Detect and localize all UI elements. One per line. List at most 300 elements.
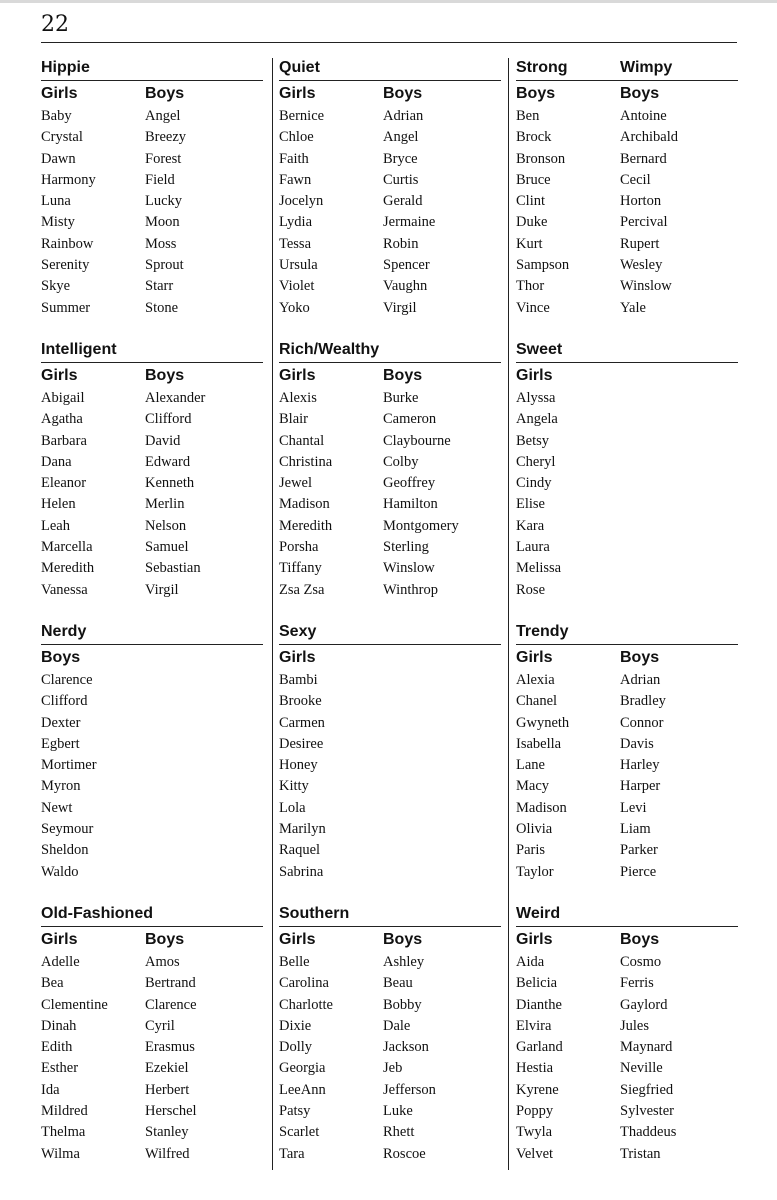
name-item: Lane <box>516 757 545 774</box>
section-title: Sweet <box>516 341 563 358</box>
name-item: Clifford <box>145 411 192 428</box>
name-item: Scarlet <box>279 1124 320 1141</box>
name-list <box>516 106 569 319</box>
name-item: Carmen <box>279 714 325 731</box>
name-item: Alexander <box>145 390 206 406</box>
column-heading: Girls <box>279 85 316 102</box>
name-item: Nelson <box>145 517 187 534</box>
name-item: Kenneth <box>145 475 195 492</box>
name-item: Montgomery <box>383 517 459 534</box>
name-item: Cheryl <box>516 453 556 470</box>
boys-name-column <box>383 366 459 601</box>
name-item: Lola <box>279 799 306 816</box>
name-item: Meredith <box>279 517 333 534</box>
name-item: Levi <box>620 799 647 816</box>
boys-name-column <box>383 930 436 1165</box>
name-item: Alexia <box>516 672 555 688</box>
column-heading: Girls <box>41 85 78 102</box>
name-item: Lydia <box>279 214 313 231</box>
name-item: Twyla <box>516 1124 553 1141</box>
name-item: Chantal <box>279 432 325 449</box>
name-item: Waldo <box>41 863 79 880</box>
girls-name-column <box>516 648 569 883</box>
name-item: Sterling <box>383 539 429 556</box>
girls-name-column <box>279 84 324 319</box>
name-item: Tara <box>279 1145 305 1162</box>
name-item: Sampson <box>516 257 570 274</box>
section-rule <box>279 362 501 363</box>
name-item: Colby <box>383 453 419 470</box>
name-list <box>41 388 94 601</box>
name-item: Rainbow <box>41 235 94 252</box>
name-item: Lucky <box>145 193 183 210</box>
name-item: Merlin <box>145 496 185 513</box>
name-item: Edward <box>145 453 191 470</box>
name-item: Horton <box>620 193 662 210</box>
name-item: Violet <box>279 278 315 295</box>
name-item: Tessa <box>279 235 312 252</box>
name-item: Thaddeus <box>620 1124 677 1141</box>
boys-name-column <box>620 930 676 1165</box>
name-item: Cecil <box>620 171 651 188</box>
boys-name-column <box>516 84 569 319</box>
name-item: Percival <box>620 214 668 231</box>
name-item: Ursula <box>279 257 318 274</box>
section-rule <box>516 80 738 81</box>
name-list <box>279 106 324 319</box>
name-item: Clarence <box>41 672 93 688</box>
name-item: Gaylord <box>620 996 668 1013</box>
name-item: Virgil <box>145 581 179 598</box>
girls-name-column <box>279 930 333 1165</box>
name-item: Ferris <box>620 975 654 992</box>
name-item: Kurt <box>516 235 543 252</box>
name-item: Elise <box>516 496 545 513</box>
section-title: Quiet <box>279 59 320 76</box>
column-heading: Boys <box>145 85 185 102</box>
name-item: Dale <box>383 1017 411 1034</box>
name-item: Pierce <box>620 863 657 880</box>
column-heading: Girls <box>516 367 553 384</box>
section-title: Hippie <box>41 59 90 76</box>
name-item: Hestia <box>516 1060 554 1077</box>
section-rule <box>41 80 263 81</box>
boys-name-column <box>145 930 197 1165</box>
name-item: Field <box>145 171 175 188</box>
name-item: Herschel <box>145 1103 197 1120</box>
section-title: Nerdy <box>41 623 87 640</box>
name-item: Betsy <box>516 432 550 449</box>
name-item: Samuel <box>145 539 189 556</box>
name-item: Alyssa <box>516 390 556 406</box>
name-item: Velvet <box>516 1145 554 1162</box>
name-list <box>516 388 561 601</box>
name-item: Seymour <box>41 821 94 838</box>
name-list <box>41 670 97 883</box>
name-item: Isabella <box>516 735 562 752</box>
name-list <box>620 670 666 883</box>
section-title: Sexy <box>279 623 317 640</box>
section-rule <box>41 644 263 645</box>
name-item: Jewel <box>279 475 313 492</box>
name-item: Clarence <box>145 996 197 1013</box>
name-item: Melissa <box>516 560 562 577</box>
name-item: Moss <box>145 235 177 252</box>
name-item: Fawn <box>279 171 312 188</box>
column-heading: Boys <box>383 85 423 102</box>
boys-name-column <box>145 366 205 601</box>
column-heading: Boys <box>383 367 423 384</box>
name-item: Helen <box>41 496 76 513</box>
name-item: Burke <box>383 390 419 406</box>
name-item: Christina <box>279 453 333 470</box>
name-item: Cyril <box>145 1017 175 1034</box>
name-item: Mortimer <box>41 757 97 774</box>
section-rule <box>279 926 501 927</box>
name-item: Kitty <box>279 778 309 795</box>
column-heading: Girls <box>41 931 78 948</box>
name-item: Harper <box>620 778 661 795</box>
section-title: Intelligent <box>41 341 117 358</box>
name-item: Newt <box>41 799 73 816</box>
name-item: Bernard <box>620 150 667 167</box>
name-item: Archibald <box>620 129 678 146</box>
name-item: Luke <box>383 1103 413 1120</box>
name-item: Bryce <box>383 150 418 167</box>
name-item: Bernice <box>279 108 325 124</box>
section-rule <box>279 80 501 81</box>
name-item: Carolina <box>279 975 329 992</box>
name-item: Erasmus <box>145 1039 195 1056</box>
name-item: Charlotte <box>279 996 333 1013</box>
name-item: Thelma <box>41 1124 86 1141</box>
name-item: Mildred <box>41 1103 88 1120</box>
name-item: Skye <box>41 278 70 295</box>
name-item: Bradley <box>620 693 666 710</box>
name-item: Adrian <box>620 672 661 688</box>
name-item: Tiffany <box>279 560 322 577</box>
name-item: Leah <box>41 517 70 534</box>
column-heading: Girls <box>516 649 553 666</box>
name-item: Misty <box>41 214 75 231</box>
column-heading: Girls <box>279 649 316 666</box>
section-rule <box>41 362 263 363</box>
column-heading: Girls <box>279 931 316 948</box>
name-list <box>279 670 326 883</box>
name-item: David <box>145 432 181 449</box>
column-heading: Boys <box>145 367 185 384</box>
name-item: Crystal <box>41 129 83 146</box>
column-heading: Boys <box>516 85 556 102</box>
name-item: Luna <box>41 193 71 210</box>
name-item: Jackson <box>383 1039 429 1056</box>
name-item: Kyrene <box>516 1081 559 1098</box>
name-item: Ezekiel <box>145 1060 189 1077</box>
name-item: Wesley <box>620 257 663 274</box>
name-item: Patsy <box>279 1103 311 1120</box>
name-item: LeeAnn <box>279 1081 326 1098</box>
name-item: Clementine <box>41 996 108 1013</box>
name-item: Angel <box>383 129 419 146</box>
name-item: Barbara <box>41 432 87 449</box>
column-divider-right <box>508 58 509 1170</box>
name-item: Duke <box>516 214 548 231</box>
section-title: Rich/Wealthy <box>279 341 380 358</box>
name-item: Myron <box>41 778 81 795</box>
name-item: Bambi <box>279 672 318 688</box>
name-item: Ashley <box>383 954 425 970</box>
name-item: Dana <box>41 453 72 470</box>
name-item: Esther <box>41 1060 79 1077</box>
name-item: Adrian <box>383 108 424 124</box>
name-item: Porsha <box>279 539 319 556</box>
name-item: Winslow <box>620 278 672 295</box>
section-title: Trendy <box>516 623 569 640</box>
name-item: Marcella <box>41 539 93 556</box>
name-list <box>41 106 96 319</box>
page-number: 22 <box>41 12 69 37</box>
name-item: Curtis <box>383 171 419 188</box>
name-item: Jocelyn <box>279 193 324 210</box>
name-item: Jeb <box>383 1060 403 1077</box>
column-heading: Girls <box>41 367 78 384</box>
name-item: Sheldon <box>41 842 89 859</box>
name-item: Wilma <box>41 1145 80 1162</box>
name-item: Connor <box>620 714 664 731</box>
name-item: Jermaine <box>383 214 436 231</box>
name-item: Dixie <box>279 1017 312 1034</box>
name-item: Jefferson <box>383 1081 436 1098</box>
name-item: Robin <box>383 235 419 252</box>
name-item: Vince <box>516 299 550 316</box>
top-border <box>0 0 777 3</box>
girls-name-column <box>279 366 332 601</box>
name-item: Sprout <box>145 257 184 274</box>
name-item: Poppy <box>516 1103 554 1120</box>
name-item: Eleanor <box>41 475 87 492</box>
name-item: Summer <box>41 299 91 316</box>
name-item: Garland <box>516 1039 563 1056</box>
section-rule <box>41 926 263 927</box>
name-item: Liam <box>620 821 651 838</box>
name-item: Davis <box>620 735 654 752</box>
name-list <box>383 388 459 601</box>
name-item: Dexter <box>41 714 81 731</box>
name-item: Rhett <box>383 1124 415 1141</box>
name-item: Madison <box>279 496 330 513</box>
name-item: Blair <box>279 411 308 428</box>
name-item: Angel <box>145 108 181 124</box>
boys-name-column <box>620 648 666 883</box>
name-list <box>145 952 197 1165</box>
name-item: Serenity <box>41 257 90 274</box>
name-item: Olivia <box>516 821 553 838</box>
column-heading: Boys <box>41 649 81 666</box>
name-item: Forest <box>145 150 182 167</box>
header-rule <box>41 42 737 43</box>
section-rule <box>516 362 738 363</box>
name-item: Gwyneth <box>516 714 570 731</box>
name-item: Wilfred <box>145 1145 190 1162</box>
name-item: Dianthe <box>516 996 562 1013</box>
name-item: Herbert <box>145 1081 190 1098</box>
name-item: Meredith <box>41 560 95 577</box>
name-item: Antoine <box>620 108 667 124</box>
section-rule <box>516 926 738 927</box>
name-item: Harmony <box>41 171 96 188</box>
name-item: Tristan <box>620 1145 661 1162</box>
name-item: Adelle <box>41 954 80 970</box>
name-item: Winthrop <box>383 581 438 598</box>
name-item: Egbert <box>41 735 80 752</box>
name-item: Cameron <box>383 411 437 428</box>
name-list <box>516 952 563 1165</box>
name-item: Macy <box>516 778 550 795</box>
name-item: Abigail <box>41 390 85 406</box>
name-item: Sebastian <box>145 560 201 577</box>
name-item: Beau <box>383 975 413 992</box>
name-item: Claybourne <box>383 432 451 449</box>
girls-name-column <box>516 366 561 601</box>
column-heading: Boys <box>620 931 660 948</box>
section-title: Weird <box>516 905 561 922</box>
name-item: Dolly <box>279 1039 313 1056</box>
name-item: Bobby <box>383 996 422 1013</box>
name-item: Paris <box>516 842 545 859</box>
name-item: Taylor <box>516 863 554 880</box>
section-rule <box>279 644 501 645</box>
boys-name-column <box>383 84 435 319</box>
column-heading: Boys <box>620 649 660 666</box>
name-list <box>383 106 435 319</box>
name-list <box>145 388 205 601</box>
name-item: Cosmo <box>620 954 662 970</box>
name-list <box>279 952 333 1165</box>
name-item: Spencer <box>383 257 430 274</box>
name-item: Cindy <box>516 475 552 492</box>
name-list <box>145 106 186 319</box>
name-item: Sabrina <box>279 863 324 880</box>
name-item: Yoko <box>279 299 310 316</box>
name-item: Maynard <box>620 1039 673 1056</box>
name-item: Clifford <box>41 693 88 710</box>
name-item: Harley <box>620 757 660 774</box>
name-item: Bea <box>41 975 64 992</box>
section-title: Southern <box>279 905 350 922</box>
name-item: Geoffrey <box>383 475 436 492</box>
name-item: Hamilton <box>383 496 438 513</box>
name-item: Neville <box>620 1060 663 1077</box>
column-divider-left <box>272 58 273 1170</box>
name-item: Virgil <box>383 299 417 316</box>
name-item: Brooke <box>279 693 322 710</box>
name-item: Amos <box>145 954 180 970</box>
name-item: Vanessa <box>41 581 88 598</box>
boys-name-column <box>41 648 97 883</box>
name-item: Stanley <box>145 1124 189 1141</box>
column-heading: Girls <box>516 931 553 948</box>
name-item: Rupert <box>620 235 660 252</box>
name-item: Bronson <box>516 150 566 167</box>
girls-name-column <box>279 648 326 883</box>
section-rule <box>516 644 738 645</box>
name-item: Faith <box>279 150 309 167</box>
name-item: Chloe <box>279 129 314 146</box>
girls-name-column <box>516 930 563 1165</box>
name-item: Madison <box>516 799 567 816</box>
name-item: Chanel <box>516 693 558 710</box>
name-item: Baby <box>41 108 72 124</box>
name-list <box>516 670 569 883</box>
name-item: Raquel <box>279 842 321 859</box>
name-item: Zsa Zsa <box>279 581 325 598</box>
name-item: Angela <box>516 411 558 428</box>
column-heading: Boys <box>620 85 660 102</box>
name-item: Clint <box>516 193 546 210</box>
name-item: Marilyn <box>279 821 326 838</box>
name-list <box>383 952 436 1165</box>
name-item: Laura <box>516 539 550 556</box>
name-item: Siegfried <box>620 1081 674 1098</box>
name-item: Parker <box>620 842 658 859</box>
column-heading: Boys <box>145 931 185 948</box>
name-item: Gerald <box>383 193 423 210</box>
column-heading: Boys <box>383 931 423 948</box>
section-title: Wimpy <box>620 59 673 76</box>
name-item: Starr <box>145 278 174 295</box>
name-item: Elvira <box>516 1017 552 1034</box>
name-item: Moon <box>145 214 180 231</box>
name-list <box>620 952 676 1165</box>
section-title: Old-Fashioned <box>41 905 153 922</box>
column-heading: Girls <box>279 367 316 384</box>
name-list <box>620 106 678 319</box>
name-item: Kara <box>516 517 545 534</box>
name-item: Belle <box>279 954 310 970</box>
name-item: Thor <box>516 278 545 295</box>
name-item: Brock <box>516 129 552 146</box>
name-item: Stone <box>145 299 179 316</box>
name-item: Jules <box>620 1017 649 1034</box>
name-item: Sylvester <box>620 1103 674 1120</box>
name-list <box>41 952 108 1165</box>
boys-name-column <box>620 84 678 319</box>
name-item: Breezy <box>145 129 187 146</box>
girls-name-column <box>41 930 108 1165</box>
name-item: Dinah <box>41 1017 77 1034</box>
name-item: Honey <box>279 757 318 774</box>
girls-name-column <box>41 366 94 601</box>
name-item: Winslow <box>383 560 435 577</box>
name-item: Desiree <box>279 735 324 752</box>
name-item: Agatha <box>41 411 83 428</box>
name-item: Belicia <box>516 975 558 992</box>
name-item: Edith <box>41 1039 73 1056</box>
name-item: Bertrand <box>145 975 196 992</box>
name-item: Rose <box>516 581 545 598</box>
section-title: Strong <box>516 59 568 76</box>
boys-name-column <box>145 84 186 319</box>
name-item: Dawn <box>41 150 76 167</box>
name-item: Alexis <box>279 390 317 406</box>
name-item: Yale <box>620 299 646 316</box>
name-item: Bruce <box>516 171 551 188</box>
name-item: Georgia <box>279 1060 326 1077</box>
name-item: Aida <box>516 954 545 970</box>
girls-name-column <box>41 84 96 319</box>
name-list <box>279 388 332 601</box>
name-item: Ida <box>41 1081 60 1098</box>
